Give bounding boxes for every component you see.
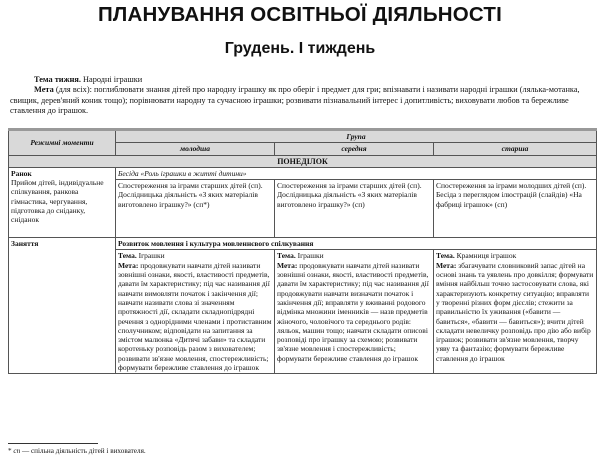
goal-label: Мета (34, 85, 54, 95)
footnote-mark: * (8, 447, 12, 455)
lesson-goal: продовжувати навчати дітей називати зовнішні ознаки, якості, властивості предметів, давати їм характеристику; під час називання дії продовжувати навчати визначати початок і закінчення дії; вправляти у вживанні родового відмінка множини іменників — назв предметів жіночого, чоловічого та середнього родів: ляльок, машин тощо; навчати складати описові розповіді про іграшку за схемою; розвивати зв'язне мовлення і спостережливість; формувати бережливе ставлення до іграшок (277, 260, 429, 363)
lesson-middle (275, 250, 434, 374)
lesson-younger (116, 250, 275, 374)
page-subtitle: Грудень. І тиждень (224, 40, 376, 57)
lesson-goal-label: Мета: (118, 260, 139, 270)
week-theme-value: Народні іграшки (83, 75, 143, 84)
footnote (8, 447, 146, 455)
intro-block (10, 75, 594, 117)
goal-scope: (для всіх): (55, 85, 92, 95)
lesson-goal: збагачувати словниковий запас дітей на основі знань та уявлень про довкілля; формувати вміння найбільш точно застосовувати слова, які характеризують конкретну ситуацію; вправляти у творенні різних форм дієслів; стежити за правильністю їх уживання («бавити — бавиться», «бавити — бавиться»); вчити дітей складати невеличку розповідь про дію або вибір іграшок; розвивати зв'язне мовлення, творчу уяву та фантазію; формувати бережливе ставлення до іграшок (436, 260, 594, 363)
morning-desc: Прийом дітей, індивідуальне спілкування, ранкова гімнастика, чергування, підготовка до сніданку, сніданок (11, 178, 104, 225)
lesson-topic-label: Тема. (436, 251, 455, 261)
header-group: Група (116, 130, 597, 143)
footnote-abbr: сп (13, 447, 21, 455)
lesson-topic: Іграшки (297, 251, 324, 261)
page-title: ПЛАНУВАННЯ ОСВІТНЬОЇ ДІЯЛЬНОСТІ (97, 3, 503, 26)
lesson-goal: продовжувати навчати дітей називати зовнішні ознаки, якості, властивості предметів, давати їм характеристику; під час називання дії навчати вимовляти початок і закінчення дії; навчати називати слова зі значенням протяжності дії, складати складнопідрядні речення з однорідними членами і протиставним сполучником; відповідати на запитання за змістом малюнка «Дитячі забави» та складати коротеньку розповідь разом з вихователем; розвивати зв'язне мовлення, спостережливість; формувати бережливе ставлення до іграшок (118, 260, 272, 373)
lesson-goal-label: Мета: (436, 260, 457, 270)
week-theme-label: Тема тижня. (34, 75, 81, 84)
footnote-text: — спільна діяльність дітей і вихователя. (20, 447, 146, 455)
lesson-topic: Іграшки (138, 251, 165, 261)
morning-cell (9, 167, 116, 237)
lessons-topic: Розвиток мовлення і культура мовленнєвого спілкування (116, 238, 597, 250)
plan-table (8, 128, 597, 374)
lessons-cell (9, 238, 116, 374)
goal-text: поглиблювати знання дітей про народну іграшку як про оберіг і предмет для гри; впізнавати і називати народні іграшки (лялька-мотанка, свищик, дерев'яний коник тощо); порівнювати народну та сучасною іграшки; розвивати пізнавальний інтерес і допитливість; виховувати любов та бережливе ставлення до іграшок. (10, 85, 580, 116)
morning-label: Ранок (11, 168, 32, 178)
lesson-older (434, 250, 597, 374)
lesson-goal-label: Мета: (277, 260, 298, 270)
day-row: ПОНЕДІЛОК (9, 155, 597, 167)
morning-younger: Спостереження за іграми старших дітей (сп). Дослідницька діяльність «З яких матеріалів виготовлено іграшку?» (сп*) (116, 180, 275, 238)
morning-talk: Бесіда «Роль іграшки в житті дитини» (116, 167, 597, 179)
morning-older: Спостереження за іграми молодших дітей (сп). Бесіда з переглядом ілюстрацій (слайдів) «На фабриці іграшок» (сп) (434, 180, 597, 238)
header-older: старша (434, 143, 597, 155)
header-younger: молодша (116, 143, 275, 155)
header-middle: середня (275, 143, 434, 155)
lesson-topic-label: Тема. (277, 251, 296, 261)
lesson-topic-label: Тема. (118, 251, 137, 261)
goal-paragraph (10, 85, 594, 116)
morning-middle: Спостереження за іграми старших дітей (сп). Дослідницька діяльність «З яких матеріалів виготовлено іграшку?» (сп) (275, 180, 434, 238)
lessons-label: Заняття (11, 239, 39, 249)
week-theme (10, 75, 594, 85)
lesson-topic: Крамниця іграшок (456, 251, 517, 261)
footnote-divider (8, 443, 98, 444)
header-regime: Режимні моменти (9, 130, 116, 156)
